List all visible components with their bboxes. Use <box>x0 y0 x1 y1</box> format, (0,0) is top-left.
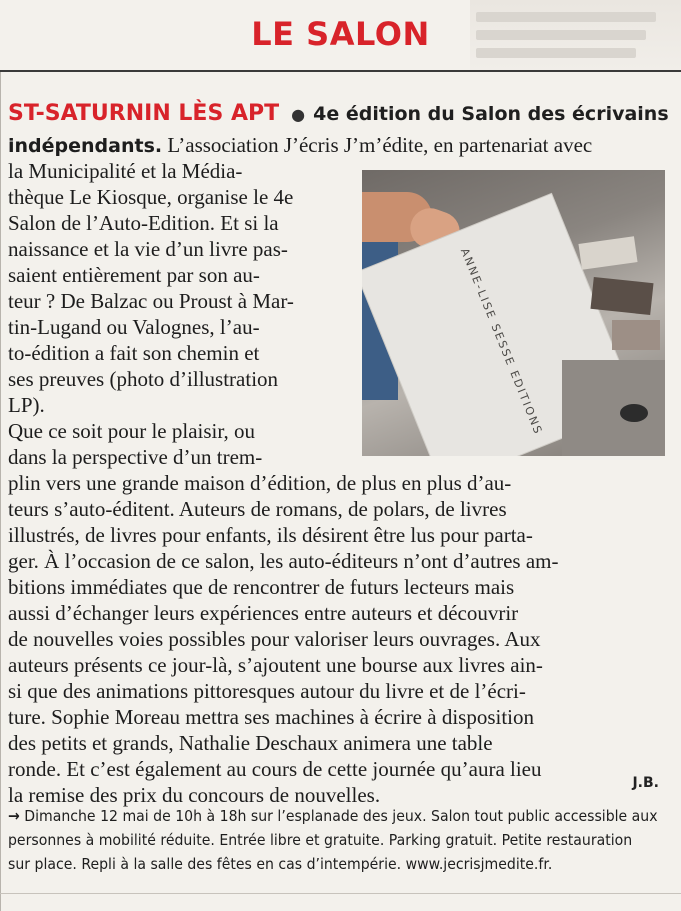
body-line: Que ce soit pour le plaisir, ou <box>8 419 256 443</box>
body-line: si que des animations pittoresques autour du livre et de l’écri- <box>8 679 526 703</box>
practical-info-line: sur place. Repli à la salle des fêtes en cas d’intempérie. www.jecrisjmedite.fr. <box>8 855 553 873</box>
body-line: de nouvelles voies possibles pour valoriser leurs ouvrages. Aux <box>8 627 541 651</box>
body-line: indépendants. L’association J’écris J’m’édite, en partenariat avec <box>8 133 593 157</box>
body-line: teurs s’auto-éditent. Auteurs de romans, de polars, de livres <box>8 497 507 521</box>
body-line: dans la perspective d’un trem- <box>8 445 263 469</box>
bottom-rule <box>0 893 681 894</box>
mouse-object <box>620 404 648 422</box>
body-line: plin vers une grande maison d’édition, de plus en plus d’au- <box>8 471 512 495</box>
body-line: teur ? De Balzac ou Proust à Mar- <box>8 289 294 313</box>
table-surface <box>562 360 665 456</box>
body-line: LP). <box>8 393 45 417</box>
body-line: naissance et la vie d’un livre pas- <box>8 237 288 261</box>
body-line: bitions immédiates que de rencontrer de futurs lecteurs mais <box>8 575 515 599</box>
book <box>590 277 653 315</box>
body-line: ses preuves (photo d’illustration <box>8 367 279 391</box>
body-line: to-édition a fait son chemin et <box>8 341 260 365</box>
header-rule <box>0 70 681 72</box>
body-line: des petits et grands, Nathalie Deschaux animera une table <box>8 731 493 755</box>
practical-info-line: personnes à mobilité réduite. Entrée libre et gratuite. Parking gratuit. Petite restauration <box>8 831 633 849</box>
practical-info-line: → Dimanche 12 mai de 10h à 18h sur l’esplanade des jeux. Salon tout public accessible aux <box>8 807 658 825</box>
article-title: 4e édition du Salon des écrivains <box>313 103 669 125</box>
place-name: ST-SATURNIN LÈS APT <box>8 101 280 126</box>
body-line: la Municipalité et la Média- <box>8 159 243 183</box>
body-line: saient entièrement par son au- <box>8 263 260 287</box>
body-line: ger. À l’occasion de ce salon, les auto-éditeurs n’ont d’autres am- <box>8 549 559 573</box>
poster-text: ANNE-LISE SESSE EDITIONS <box>457 246 546 438</box>
arrow-icon: → <box>8 807 20 825</box>
title-continuation: indépendants. <box>8 135 163 157</box>
book <box>578 236 637 270</box>
body-line: illustrés, de livres pour enfants, ils désirent être lus pour partа- <box>8 523 533 547</box>
body-line: ronde. Et c’est également au cours de cette journée qu’aura lieu <box>8 757 542 781</box>
body-line: la remise des prix du concours de nouvelles. <box>8 783 381 807</box>
body-line: ture. Sophie Moreau mettra ses machines à écrire à disposition <box>8 705 535 729</box>
bullet-icon: ● <box>291 105 306 124</box>
illustration-photo <box>362 170 665 456</box>
body-line: thèque Le Kiosque, organise le 4e <box>8 185 294 209</box>
body-line: Salon de l’Auto-Edition. Et si la <box>8 211 279 235</box>
body-line: aussi d’échanger leurs expériences entre auteurs et découvrir <box>8 601 519 625</box>
column-rule <box>0 72 1 911</box>
body-line: auteurs présents ce jour-là, s’ajoutent une bourse aux livres ain- <box>8 653 543 677</box>
author-byline: J.B. <box>632 775 659 791</box>
section-header: LE SALON <box>251 15 430 53</box>
book <box>612 320 660 350</box>
article-kicker <box>8 100 669 129</box>
body-line: tin-Lugand ou Valognes, l’au- <box>8 315 260 339</box>
